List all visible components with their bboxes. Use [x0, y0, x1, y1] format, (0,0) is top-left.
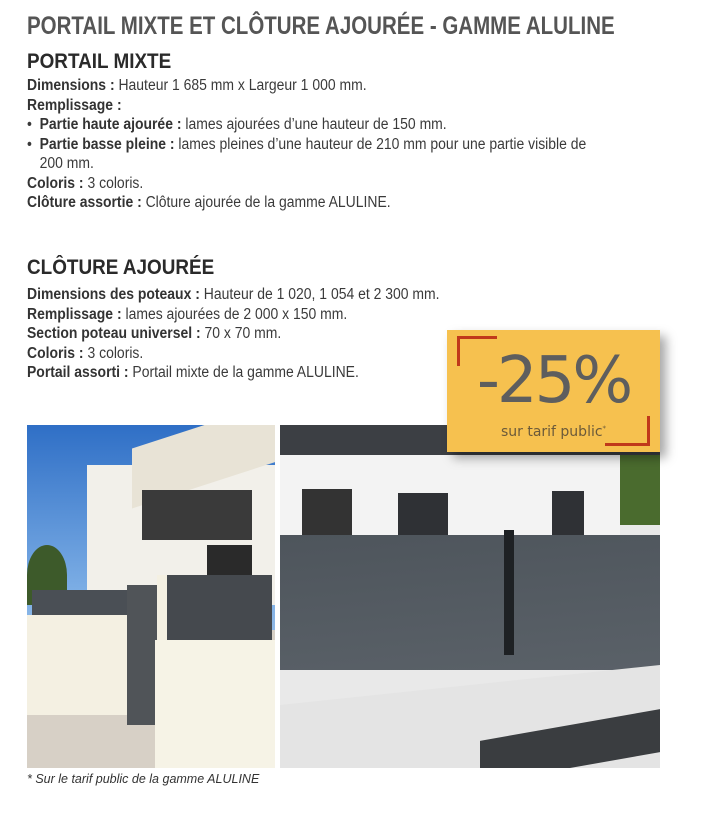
label: Partie basse pleine : — [39, 135, 175, 153]
value: lames ajourées d’une hauteur de 150 mm. — [181, 116, 447, 133]
label: Remplissage : — [27, 305, 122, 323]
page-title: PORTAIL MIXTE ET CLÔTURE AJOURÉE - GAMME ALULINE — [27, 12, 615, 40]
label: Coloris : — [27, 174, 84, 192]
label: Portail assorti : — [27, 364, 129, 381]
caption-text: sur tarif public — [500, 424, 603, 440]
label: Remplissage : — [27, 96, 122, 114]
fence-photo — [280, 425, 660, 768]
label: Clôture assortie : — [27, 194, 142, 211]
value: lames ajourées de 2 000 x 150 mm. — [121, 305, 348, 323]
value: 3 coloris. — [83, 344, 144, 362]
cloture-specs — [27, 285, 440, 383]
label: Section poteau universel : — [27, 325, 201, 342]
portail-heading: PORTAIL MIXTE — [27, 50, 172, 73]
label: Dimensions : — [27, 77, 115, 94]
cloture-heading: CLÔTURE AJOURÉE — [27, 256, 215, 279]
value: 3 coloris. — [83, 174, 144, 192]
label: Partie haute ajourée : — [39, 116, 182, 133]
portail-specs — [27, 76, 586, 213]
label: Dimensions des poteaux : — [27, 286, 200, 303]
value: Hauteur de 1 020, 1 054 et 2 300 mm. — [199, 286, 440, 303]
house-gate-photo — [27, 425, 275, 768]
value: Portail mixte de la gamme ALULINE. — [128, 364, 359, 381]
value: lames pleines d’une hauteur de 210 mm pour une partie visible de — [174, 135, 587, 153]
footnote: * Sur le tarif public de la gamme ALULINE — [27, 772, 260, 786]
label: Coloris : — [27, 344, 84, 362]
discount-badge — [447, 330, 660, 452]
value: 200 mm. — [39, 155, 94, 172]
value: Clôture ajourée de la gamme ALULINE. — [141, 194, 391, 211]
value: 70 x 70 mm. — [200, 325, 282, 342]
footnote-mark: * — [602, 424, 607, 433]
discount-caption — [447, 424, 660, 440]
discount-value: -25% — [476, 344, 631, 418]
value: Hauteur 1 685 mm x Largeur 1 000 mm. — [114, 77, 367, 94]
